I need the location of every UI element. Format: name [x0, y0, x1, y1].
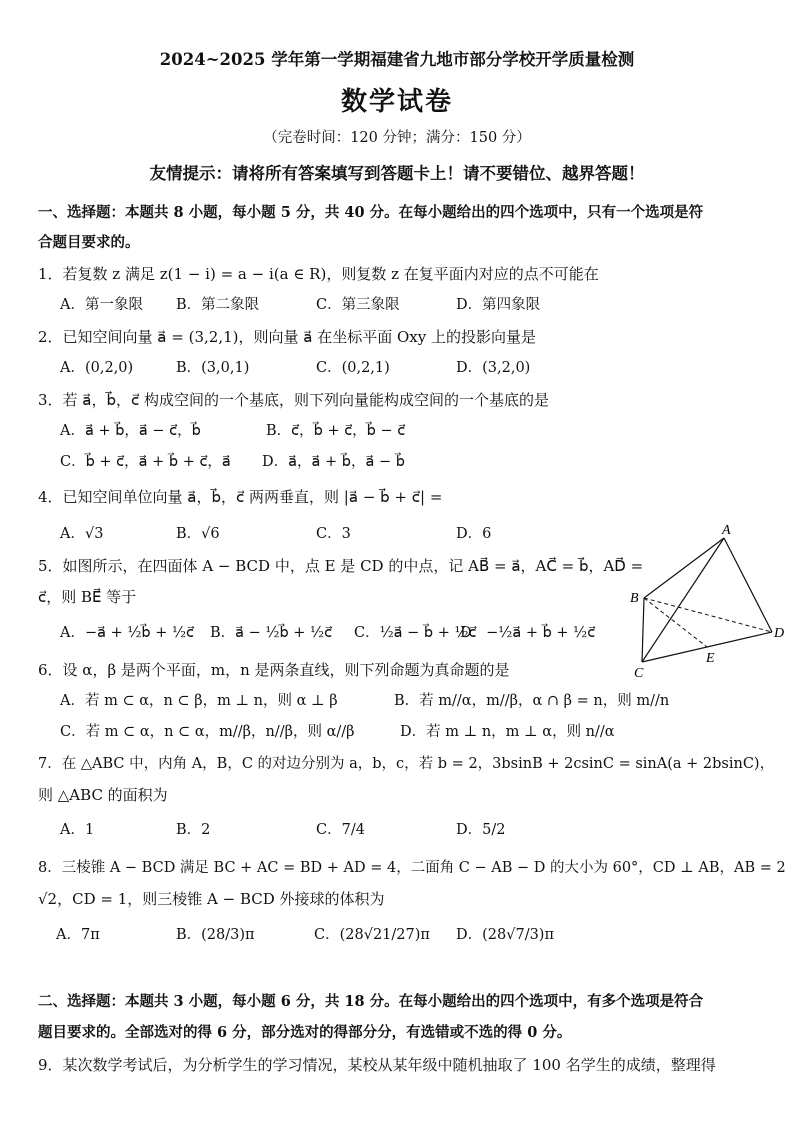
- q2-option-d: D．(3,2,0): [456, 360, 531, 376]
- exam-header: 2024~2025 学年第一学期福建省九地市部分学校开学质量检测: [159, 50, 635, 69]
- q8-option-a: A．7π: [56, 927, 100, 943]
- section2-heading-cont: 题目要求的。全部选对的得 6 分，部分选对的得部分分，有选错或不选的得 0 分。: [38, 1024, 572, 1041]
- q9-stem: 9．某次数学考试后，为分析学生的学习情况，某校从某年级中随机抽取了 100 名学生的成绩，整理得: [38, 1056, 716, 1074]
- q3-option-b: B．c⃗，b⃗ + c⃗，b⃗ − c⃗: [266, 423, 406, 439]
- q3-option-a: A．a⃗ + b⃗，a⃗ − c⃗，b⃗: [60, 423, 201, 439]
- q5-option-a: A．−a⃗ + ½b⃗ + ½c⃗: [60, 625, 195, 641]
- q2-stem: 2．已知空间向量 a⃗ = (3,2,1)，则向量 a⃗ 在坐标平面 Oxy 上的投影向量是: [38, 328, 536, 346]
- q2-option-a: A．(0,2,0): [60, 360, 134, 376]
- q7-option-c: C．7/4: [316, 822, 365, 838]
- section1-heading-cont: 合题目要求的。: [38, 234, 140, 251]
- edge-ac: [642, 538, 724, 662]
- q1-option-c: C．第三象限: [316, 297, 400, 313]
- q6-option-d: D．若 m ⊥ n，m ⊥ α，则 n//α: [400, 724, 615, 740]
- edge-bd-hidden: [644, 598, 772, 632]
- q3-option-c: C．b⃗ + c⃗，a⃗ + b⃗ + c⃗，a⃗: [60, 454, 231, 470]
- edge-bc: [642, 598, 644, 662]
- tetrahedron-figure: [626, 522, 792, 682]
- q8-option-b: B．(28/3)π: [176, 927, 255, 943]
- q5-option-b: B．a⃗ − ½b⃗ + ½c⃗: [210, 625, 333, 641]
- q5-stem: 5．如图所示，在四面体 A − BCD 中，点 E 是 CD 的中点，记 AB⃗ = a⃗，AC⃗ = b⃗，AD⃗ =: [38, 557, 644, 575]
- q6-option-c: C．若 m ⊂ α，n ⊂ α，m//β，n//β，则 α//β: [60, 724, 355, 740]
- q3-stem: 3．若 a⃗，b⃗，c⃗ 构成空间的一个基底，则下列向量能构成空间的一个基底的是: [38, 391, 550, 409]
- q2-option-b: B．(3,0,1): [176, 360, 250, 376]
- edge-ad: [724, 538, 772, 632]
- segment-be-hidden: [644, 598, 707, 647]
- q6-option-b: B．若 m//α，m//β，α ∩ β = n，则 m//n: [394, 693, 670, 709]
- q7-option-d: D．5/2: [456, 822, 506, 838]
- q8-stem: 8．三棱锥 A − BCD 满足 BC + AC = BD + AD = 4，二面角 C − AB − D 的大小为 60°，CD ⊥ AB，AB = 2: [38, 860, 786, 876]
- section2-heading: 二、选择题：本题共 3 小题，每小题 6 分，共 18 分。在每小题给出的四个选项中，有多个选项是符合: [38, 993, 704, 1010]
- q4-option-b: B．√6: [176, 526, 220, 542]
- q1-option-a: A．第一象限: [60, 297, 143, 313]
- q7-stem: 7．在 △ABC 中，内角 A，B，C 的对边分别为 a，b，c，若 b = 2，3bsinB + 2csinC = sinA(a + 2bsinC)，: [38, 756, 775, 772]
- exam-info: （完卷时间：120 分钟；满分：150 分）: [263, 130, 531, 146]
- q8-option-c: C．(28√21/27)π: [314, 927, 430, 943]
- q4-option-a: A．√3: [60, 526, 104, 542]
- q5-stem-cont: c⃗，则 BE⃗ 等于: [38, 588, 137, 606]
- section1-heading: 一、选择题：本题共 8 小题，每小题 5 分，共 40 分。在每小题给出的四个选项中，只有一个选项是符: [38, 204, 704, 221]
- q8-stem-cont: √2，CD = 1，则三棱锥 A − BCD 外接球的体积为: [38, 890, 385, 908]
- q1-option-b: B．第二象限: [176, 297, 260, 313]
- q1-option-d: D．第四象限: [456, 297, 541, 313]
- label-d: D: [774, 626, 785, 641]
- q5-option-c: C．½a⃗ − b⃗ + ½c⃗: [354, 625, 477, 641]
- page-title: 数学试卷: [340, 87, 453, 117]
- q6-stem: 6．设 α，β 是两个平面，m，n 是两条直线，则下列命题为真命题的是: [38, 661, 510, 679]
- q7-stem-cont: 则 △ABC 的面积为: [38, 786, 168, 804]
- q6-option-a: A．若 m ⊂ α，n ⊂ β，m ⊥ n，则 α ⊥ β: [60, 693, 338, 709]
- q4-option-c: C．3: [316, 526, 351, 542]
- label-e: E: [706, 651, 715, 666]
- label-a: A: [722, 523, 731, 538]
- q1-stem: 1．若复数 z 满足 z(1 − i) = a − i(a ∈ R)，则复数 z 在复平面内对应的点不可能在: [38, 265, 599, 283]
- friendly-tip: 友情提示：请将所有答案填写到答题卡上！请不要错位、越界答题！: [149, 164, 645, 183]
- q2-option-c: C．(0,2,1): [316, 360, 390, 376]
- q4-option-d: D．6: [456, 526, 492, 542]
- q8-option-d: D．(28√7/3)π: [456, 927, 554, 943]
- q5-option-d: D．−½a⃗ + b⃗ + ½c⃗: [460, 625, 596, 641]
- label-c: C: [634, 666, 644, 681]
- edge-ab: [644, 538, 724, 598]
- q7-option-a: A．1: [60, 822, 95, 838]
- q4-stem: 4．已知空间单位向量 a⃗，b⃗，c⃗ 两两垂直，则 |a⃗ − b⃗ + c⃗| =: [38, 488, 443, 506]
- q7-option-b: B．2: [176, 822, 211, 838]
- label-b: B: [630, 591, 639, 606]
- q3-option-d: D．a⃗，a⃗ + b⃗，a⃗ − b⃗: [262, 454, 405, 470]
